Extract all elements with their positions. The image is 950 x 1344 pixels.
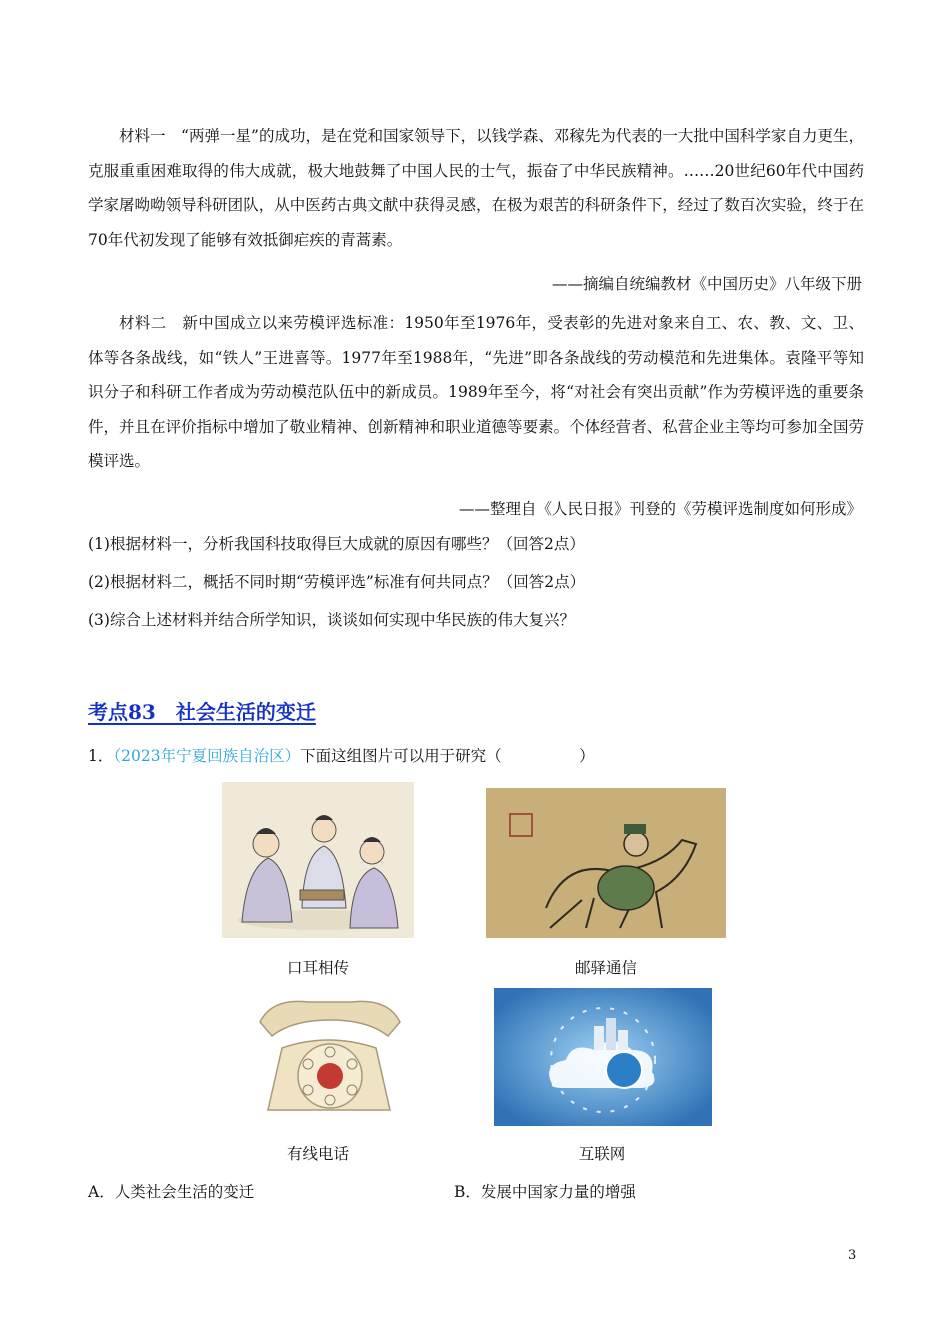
- page-number: 3: [848, 1248, 857, 1263]
- question-number: 1．: [88, 747, 114, 765]
- caption-internet: 互联网: [578, 1145, 626, 1163]
- material-one-paragraph: 材料一 “两弹一星”的成功，是在党和国家领导下，以钱学森、邓稼先为代表的一大批中国科学家自力更生，克服重重困难取得的伟大成就，极大地鼓舞了中国人民的士气，振奋了中华民族精神。……20世纪60年代中国药学家屠呦呦领导科研团队，从中医药古典文献中获得灵感，在极为艰苦的科研条件下，经过了数百次实验，终于在70年代初发现了能够有效抵御疟疾的青蒿素。: [88, 127, 864, 249]
- question-stem: [88, 744, 595, 766]
- caption-oral: 口耳相传: [286, 959, 349, 977]
- people-talking-illustration: [222, 782, 414, 938]
- question-2: (2)根据材料二，概括不同时期“劳模评选”标准有何共同点？（回答2点）: [88, 573, 586, 591]
- section-title: 考点83 社会生活的变迁: [88, 700, 316, 724]
- internet-cloud-illustration: [494, 988, 712, 1126]
- material-one-source: ——摘编自统编教材《中国历史》八年级下册: [551, 275, 862, 293]
- rotary-telephone: [248, 992, 410, 1126]
- question-source-tag: （2023年宁夏回族自治区）: [113, 747, 301, 765]
- question-text: 下面这组图片可以用于研究（ ）: [300, 747, 595, 765]
- caption-telephone: 有线电话: [286, 1145, 349, 1163]
- question-1: (1)根据材料一，分析我国科技取得巨大成就的原因有哪些？（回答2点）: [88, 535, 585, 553]
- material-two-source: ——整理自《人民日报》刊登的《劳模评选制度如何形成》: [458, 500, 862, 518]
- material-two-paragraph: 材料二 新中国成立以来劳模评选标准：1950年至1976年，受表彰的先进对象来自工、农、教、文、卫、体等各条战线，如“铁人”王进喜等。1977年至1988年，“先进”即各条战线的劳动模范和先进集体。袁隆平等知识分子和科研工作者成为劳动模范队伍中的新成员。1989年至今，将“对社会有突出贡献”作为劳模评选的重要条件，并且在评价指标中增加了敬业精神、创新精神和职业道德等要素。个体经营者、私营企业主等均可参加全国劳模评选。: [88, 314, 864, 471]
- choice-b: B．发展中国家力量的增强: [454, 1183, 636, 1201]
- horse-rider-painting: [486, 788, 726, 938]
- question-3: (3)综合上述材料并结合所学知识，谈谈如何实现中华民族的伟大复兴？: [88, 611, 575, 629]
- choice-a: A．人类社会生活的变迁: [88, 1183, 255, 1201]
- caption-relay: 邮驿通信: [574, 959, 637, 977]
